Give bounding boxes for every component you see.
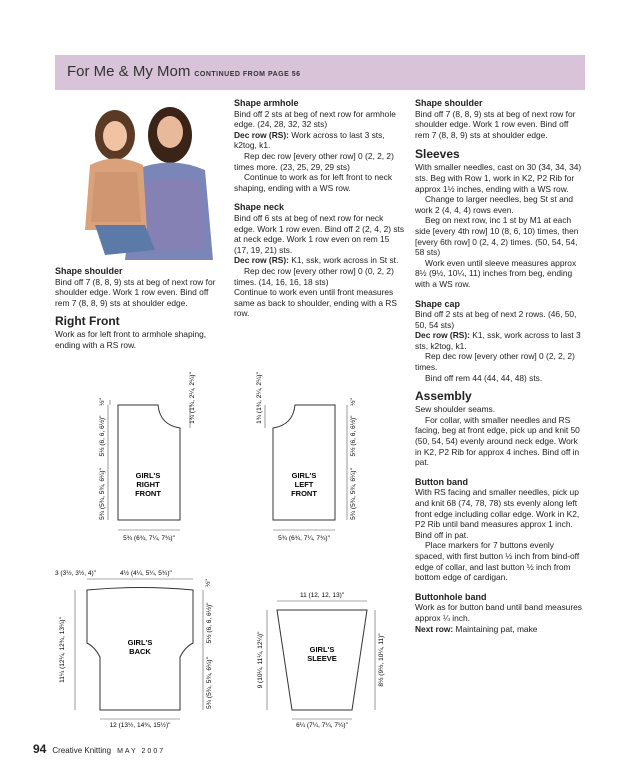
magazine-name: Creative Knitting	[52, 746, 112, 755]
sleeves-text-3: Beg on next row, inc 1 st by M1 at each side [every 4th row] 10 (8, 6, 10) times, then [every 6th row] 0 (2, 4, 2) times. (50, 54, 54, 58 sts)	[415, 215, 579, 258]
back-top-mid: 4½ (4¼, 5¼, 5¾)"	[120, 570, 172, 577]
neck-text-3: Continue to work even until front measures same as back to shoulder, ending with a RS row.	[234, 287, 397, 319]
sleeves-text-1: With smaller needles, cast on 30 (34, 34, 34) sts. Beg with Row 1, work in K2, P2 Rib for approx 1½ inches, ending with a WS row.	[415, 162, 582, 194]
left-front-width: 5¾ (6¾, 7¼, 7¾)"	[278, 535, 330, 542]
armhole-dec-row: Dec row (RS): Work across to last 3 sts, k2tog, k1.	[234, 129, 385, 151]
column-3	[415, 98, 585, 634]
left-front-label-2: LEFT	[294, 480, 314, 489]
page-footer	[33, 742, 165, 756]
right-front-label-1: GIRL'S	[135, 471, 161, 480]
back-label-1: GIRL'S	[127, 638, 153, 647]
neck-text-2: Rep dec row [every other row] 0 (0, 2, 2) times. (14, 16, 16, 18 sts)	[234, 265, 394, 287]
right-front-heading: Right Front	[55, 314, 120, 329]
right-front-label-2: RIGHT	[136, 480, 160, 489]
sleeves-text-4: Work even until sleeve measures approx 8½ (9½, 10¼, 11) inches from beg, ending with a WS row.	[415, 257, 577, 289]
right-front-text: Work as for left front to armhole shaping, ending with a RS row.	[55, 329, 207, 350]
sleeve-right: 8½ (9½, 10¼, 11)"	[378, 633, 385, 687]
header-banner	[55, 55, 585, 90]
back-upper: 5½ (6, 6, 6½)"	[206, 602, 213, 644]
next-row: Next row: Maintaining pat, make	[415, 623, 538, 634]
shape-cap-heading: Shape cap	[415, 298, 461, 309]
sleeve-label-1: GIRL'S	[309, 645, 335, 654]
button-band-text-2: Place markers for 7 buttons evenly spaced, with first button ½ inch from bind-off edge of collar, and last button ½ inch from bottom edge of cardigan.	[415, 540, 580, 583]
cap-text-3: Bind off rem 44 (44, 44, 48) sts.	[425, 372, 543, 383]
right-front-top-small: ½"	[99, 398, 106, 406]
cap-text-2: Rep dec row [every other row] 0 (2, 2, 2) times.	[415, 351, 575, 373]
back-top-small: ½"	[205, 579, 212, 587]
assembly-text-1: Sew shoulder seams.	[415, 404, 496, 415]
right-front-width: 5¾ (6¾, 7¼, 7¾)"	[123, 535, 175, 542]
col3-shape-shoulder-heading: Shape shoulder	[415, 98, 483, 108]
left-front-lower: 5¾ (5¾, 5¾, 6¼)"	[350, 468, 357, 520]
sleeves-heading: Sleeves	[415, 147, 460, 162]
neck-text-1: Bind off 6 sts at beg of next row for neck edge. Work 1 row even. Bind off 2 (2, 4, 2) sts at neck edge. Work 1 row even on rem 15 (17, 19, 21) sts.	[234, 212, 405, 255]
right-front-label-3: FRONT	[135, 489, 161, 498]
left-front-label-3: FRONT	[291, 489, 317, 498]
back-top-left: 3 (3½, 3½, 4)"	[55, 570, 96, 577]
back-width: 12 (13½, 14¾, 15½)"	[109, 722, 171, 729]
sleeves-text-2: Change to larger needles, beg St st and work 2 (4, 4, 4) rows even.	[415, 194, 574, 215]
diagram-sleeve	[250, 585, 390, 730]
shape-shoulder-heading: Shape shoulder	[55, 266, 123, 276]
column-1	[55, 266, 225, 351]
diagram-back	[50, 565, 250, 730]
left-front-label-1: GIRL'S	[291, 471, 317, 480]
shape-armhole-heading: Shape armhole	[234, 98, 299, 108]
buttonhole-band-heading: Buttonhole band	[415, 591, 487, 602]
back-height: 11¼ (12¼, 12¾, 13¼)"	[59, 617, 66, 683]
diagram-left-front	[245, 370, 385, 545]
buttonhole-band-text: Work as for button band until band measures approx ¼ inch.	[415, 602, 582, 623]
armhole-text-3: Continue to work as for left front to neck shaping, ending with a WS row.	[234, 172, 393, 193]
sleeve-label-2: SLEEVE	[307, 654, 337, 663]
armhole-text-1: Bind off 2 sts at beg of next row for armhole edge. (24, 28, 32, 32 sts)	[234, 108, 396, 130]
photo-mom-daughter	[75, 100, 215, 260]
back-lower: 5¾ (5¾, 5¾, 6¼)"	[206, 657, 213, 709]
sleeve-left: 9 (10¼, 11¼, 12¼)"	[257, 631, 264, 689]
assembly-heading: Assembly	[415, 389, 472, 404]
shape-shoulder-text: Bind off 7 (8, 8, 9) sts at beg of next row for shoulder edge. Work 1 row even. Bind off rem 7 (8, 8, 9) sts at shoulder edge.	[55, 276, 216, 308]
cap-text-1: Bind off 2 sts at beg of next 2 rows. (46, 50, 50, 54 sts)	[415, 309, 577, 330]
right-front-lower: 5¾ (5¾, 5¾, 6¼)"	[99, 468, 106, 520]
armhole-text-2: Rep dec row [every other row] 0 (2, 2, 2) times more. (23, 25, 29, 29 sts)	[234, 150, 394, 172]
right-front-upper: 5½ (6, 6, 6½)"	[99, 415, 106, 457]
button-band-heading: Button band	[415, 476, 468, 487]
right-front-neck: 1¾ (1¾, 2¼, 2¼)"	[189, 372, 196, 424]
continued-note: CONTINUED FROM PAGE 56	[194, 71, 301, 78]
sleeve-bottom: 6¼ (7¼, 7¼, 7¼)"	[296, 722, 348, 729]
diagram-right-front	[80, 370, 220, 545]
left-front-top-small: ½"	[350, 398, 357, 406]
button-band-text-1: With RS facing and smaller needles, pick up and knit 68 (74, 78, 78) sts evenly along left front edge including collar edge. Work in K2, P2 Rib until band measures approx 1 inch. Bind off in pat.	[415, 487, 580, 540]
assembly-text-2: For collar, with smaller needles and RS facing, beg at front edge, pick up and knit 50 (50, 54, 54) evenly around neck edge. Work in K2, P2 Rib for approx 4 inches. Bind off in pat.	[415, 414, 580, 468]
left-front-neck: 1¾ (1¾, 2¼, 2¼)"	[256, 372, 263, 424]
col3-shoulder-text: Bind off 7 (8, 8, 9) sts at beg of next row for shoulder edge. Work 1 row even. Bind off rem 7 (8, 8, 9) sts at shoulder edge.	[415, 108, 576, 140]
shape-neck-heading: Shape neck	[234, 202, 285, 213]
issue-date: MAY 2007	[117, 748, 166, 755]
neck-dec-row: Dec row (RS): K1, ssk, work across in St st.	[234, 255, 399, 266]
page-number: 94	[33, 742, 47, 756]
column-2	[234, 98, 406, 319]
cap-dec-row: Dec row (RS): K1, ssk, work across to last 3 sts, k2tog, k1.	[415, 330, 581, 351]
banner-title: For Me & My Mom CONTINUED FROM PAGE 56	[67, 63, 301, 80]
back-label-2: BACK	[129, 647, 151, 656]
sleeve-top: 11 (12, 12, 13)"	[299, 592, 345, 599]
left-front-upper: 5½ (6, 6, 6½)"	[350, 415, 357, 457]
